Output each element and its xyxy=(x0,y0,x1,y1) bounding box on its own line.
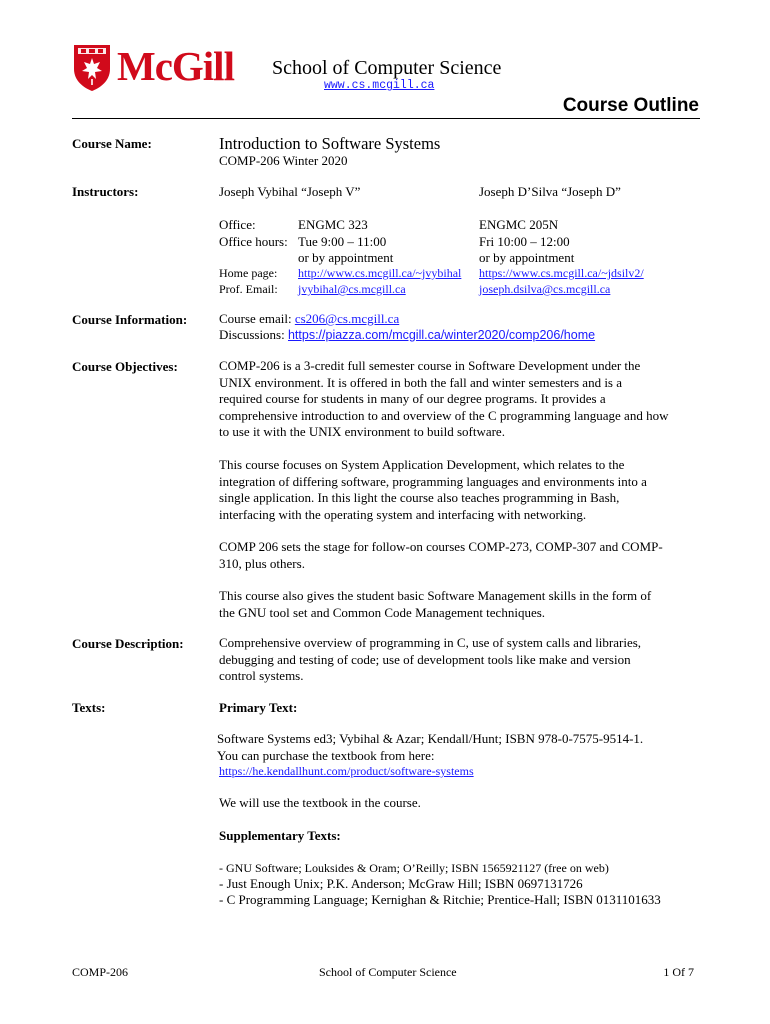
course-code: COMP-206 Winter 2020 xyxy=(219,153,348,168)
course-title: Introduction to Software Systems xyxy=(219,134,441,153)
instructor-1-hours: Tue 9:00 – 11:00 xyxy=(298,234,387,249)
supplementary-text-2: - Just Enough Unix; P.K. Anderson; McGraw Hill; ISBN 0697131726 xyxy=(219,876,583,891)
course-description-label: Course Description: xyxy=(72,636,184,651)
supplementary-text-3: - C Programming Language; Kernighan & Ritchie; Prentice-Hall; ISBN 0131101633 xyxy=(219,892,661,907)
home-page-label: Home page: xyxy=(219,266,278,280)
mcgill-crest-icon xyxy=(72,43,112,93)
header-divider xyxy=(72,118,700,119)
primary-text-body: Software Systems ed3; Vybihal & Azar; Kendall/Hunt; ISBN 978-0-7575-9514-1. You can purchase the textbook from here: xyxy=(217,731,644,763)
course-name-label: Course Name: xyxy=(72,136,152,151)
objectives-paragraph-3: COMP 206 sets the stage for follow-on courses COMP-273, COMP-307 and COMP- 310, plus others. xyxy=(219,539,663,571)
primary-text-heading: Primary Text: xyxy=(219,700,298,715)
course-objectives-label: Course Objectives: xyxy=(72,359,178,374)
textbook-purchase-link[interactable]: https://he.kendallhunt.com/product/software-systems xyxy=(219,764,474,778)
instructor-1-office: ENGMC 323 xyxy=(298,217,368,232)
discussions-link[interactable]: https://piazza.com/mcgill.ca/winter2020/comp206/home xyxy=(287,328,596,342)
school-name: School of Computer Science xyxy=(272,57,502,79)
textbook-usage-note: We will use the textbook in the course. xyxy=(219,795,421,810)
course-description-text: Comprehensive overview of programming in C, use of system calls and libraries, debugging and testing of code; use of development tools like make and version control systems. xyxy=(219,635,642,683)
instructor-1-email-link[interactable]: jvybihal@cs.mcgill.ca xyxy=(298,282,406,296)
texts-label: Texts: xyxy=(72,700,106,715)
instructor-2-home-page-link[interactable]: https://www.cs.mcgill.ca/~jdsilv2/ xyxy=(479,266,644,280)
footer-page-number: 1 Of 7 xyxy=(663,965,694,979)
supplementary-text-1: - GNU Software; Louksides & Oram; O’Reilly; ISBN 1565921127 (free on web) xyxy=(219,861,609,875)
instructor-1-home-page-link[interactable]: http://www.cs.mcgill.ca/~jvybihal xyxy=(298,266,462,280)
page-title: Course Outline xyxy=(562,95,699,116)
footer-course-code: COMP-206 xyxy=(72,965,129,979)
objectives-paragraph-2: This course focuses on System Application Development, which relates to the integration of differing software, programming languages and environments into a single application. In this light the course also teaches programming in Bash, interfacing with the operating system and interfacing with networking. xyxy=(219,457,647,522)
instructor-2-hours: Fri 10:00 – 12:00 xyxy=(479,234,570,249)
discussions-label: Discussions: xyxy=(219,327,285,342)
course-information-label: Course Information: xyxy=(72,312,188,327)
instructor-1-appointment: or by appointment xyxy=(298,250,394,265)
course-email-link[interactable]: cs206@cs.mcgill.ca xyxy=(294,311,400,326)
objectives-paragraph-4: This course also gives the student basic Software Management skills in the form of the GNU tool set and Common Code Management techniques. xyxy=(219,588,652,620)
office-hours-label: Office hours: xyxy=(219,234,288,249)
supplementary-texts-heading: Supplementary Texts: xyxy=(219,828,341,843)
instructor-2-appointment: or by appointment xyxy=(479,250,575,265)
prof-email-label: Prof. Email: xyxy=(219,282,278,296)
objectives-paragraph-1: COMP-206 is a 3-credit full semester course in Software Development under the UNIX environment. It is offered in both the fall and winter semesters and is a required course for students in many of our degree programs. It provides a comprehensive introduction to and overview of the C programming language and how to use it with the UNIX environment to build software. xyxy=(219,358,669,439)
footer-school: School of Computer Science xyxy=(319,965,457,979)
school-url-link[interactable]: www.cs.mcgill.ca xyxy=(324,79,435,92)
instructor-2-email-link[interactable]: joseph.dsilva@cs.mcgill.ca xyxy=(479,282,611,296)
instructors-label: Instructors: xyxy=(72,184,139,199)
instructor-1-name: Joseph Vybihal “Joseph V” xyxy=(219,184,361,199)
instructor-2-office: ENGMC 205N xyxy=(479,217,559,232)
office-label: Office: xyxy=(219,217,256,232)
course-email-label: Course email: xyxy=(219,311,292,326)
mcgill-logo-wordmark: McGill xyxy=(117,43,234,89)
instructor-2-name: Joseph D’Silva “Joseph D” xyxy=(479,184,621,199)
